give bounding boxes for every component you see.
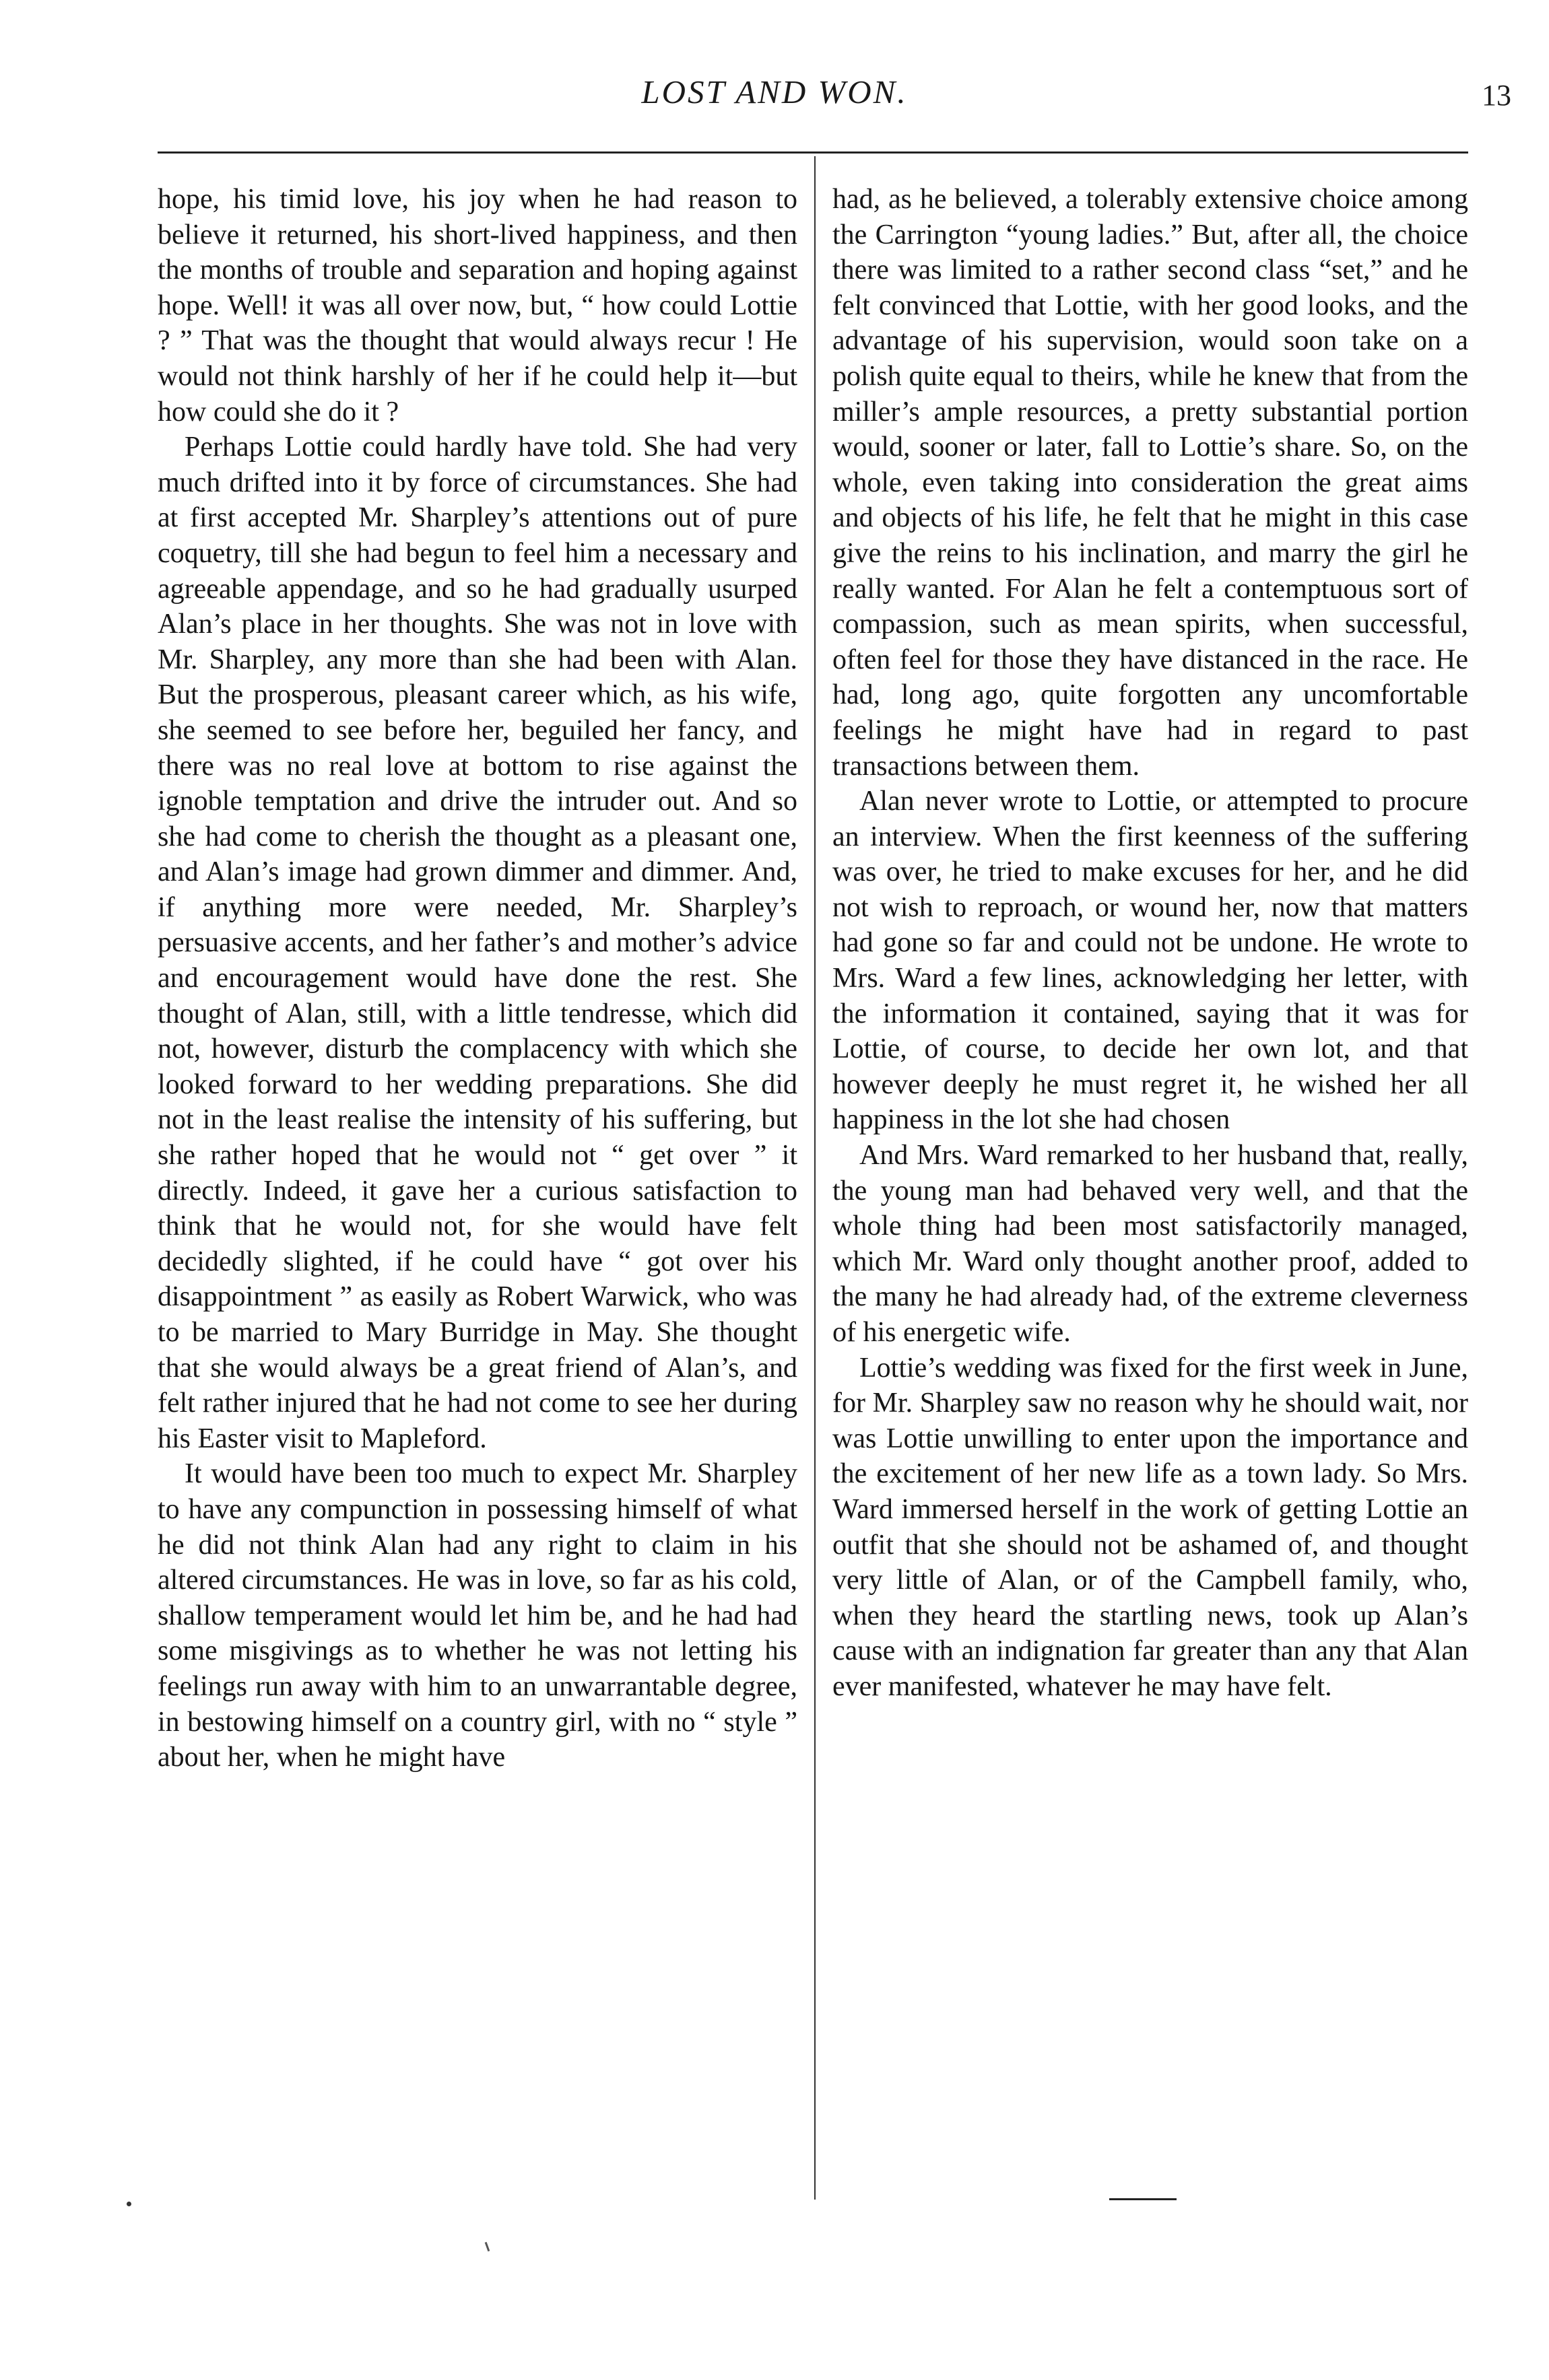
left-column — [158, 182, 797, 1775]
page-number: 13 — [1482, 79, 1511, 112]
paragraph: It would have been too much to expect Mr. Sharpley to have any compunction in possessing himself of what he did not think Alan had any right to claim in his altered circumstances. He was in love, so far as his cold, shallow temperament would let him be, and he had had some misgivings as to whether he was not letting his feelings run away with him to an unwarrantable degree, in bestowing himself on a country girl, with no “ style ” about her, when he might have — [158, 1458, 797, 1773]
right-column — [832, 182, 1468, 1705]
paragraph: hope, his timid love, his joy when he had reason to believe it returned, his short-lived happiness, and then the months of trouble and separation and hoping against hope. Well! it was all over now, but, “ how could Lottie ? ” That was the thought that would always recur ! He would not think harshly of her if he could help it—but how could she do it ? — [158, 184, 797, 428]
paragraph: And Mrs. Ward remarked to her husband that, really, the young man had behaved very well, and that the whole thing had been most satisfactorily managed, which Mr. Ward only thought another proof, added to the many he had already had, of the extreme cleverness of his energetic wife. — [832, 1140, 1468, 1348]
section-end-rule — [1109, 2198, 1177, 2200]
header-rule — [158, 151, 1468, 154]
paragraph: Lottie’s wedding was fixed for the first week in June, for Mr. Sharpley saw no reason why he should wait, nor was Lottie unwilling to enter upon the importance and the excitement of her new life as a town lady. So Mrs. Ward immersed herself in the work of getting Lottie an outfit that she should not be ashamed of, and thought very little of Alan, or of the Campbell family, who, when they heard the startling news, took up Alan’s cause with an indignation far greater than any that Alan ever manifested, whatever he may have felt. — [832, 1352, 1468, 1702]
running-title: LOST AND WON. — [641, 73, 908, 110]
paragraph: Perhaps Lottie could hardly have told. She had very much drifted into it by force of circumstances. She had at first accepted Mr. Sharpley’s attentions out of pure coquetry, till she had begun to feel him a necessary and agreeable appendage, and so he had gradually usurped Alan’s place in her thoughts. She was not in love with Mr. Sharpley, any more than she had been with Alan. But the prosperous, pleasant career which, as his wife, she seemed to see before her, beguiled her fancy, and there was no real love at bottom to rise against the ignoble temptation and drive the intruder out. And so she had come to cherish the thought as a pleasant one, and Alan’s image had grown dimmer and dimmer. And, if anything more were needed, Mr. Sharpley’s persuasive accents, and her father’s and mother’s advice and encouragement would have done the rest. She thought of Alan, still, with a little tendresse, which did not, however, disturb the complacency with which she looked forward to her wedding preparations. She did not in the least realise the intensity of his suffering, but she rather hoped that he would not “ get over ” it directly. Indeed, it gave her a curious satisfaction to think that he would not, for she would have felt decidedly slighted, if he could have “ got over his disappointment ” as easily as Robert Warwick, who was to be married to Mary Burridge in May. She thought that she would always be a great friend of Alan’s, and felt rather injured that he had not come to see her during his Easter visit to Mapleford. — [158, 432, 797, 1454]
print-speck — [485, 2242, 490, 2251]
column-divider — [814, 156, 816, 2200]
print-speck — [127, 2202, 131, 2206]
paragraph: had, as he believed, a tolerably extensive choice among the Carrington “young ladies.” But, after all, the choice there was limited to a rather second class “set,” and he felt convinced that Lottie, with her good looks, and the advantage of his supervision, would soon take on a polish quite equal to theirs, while he knew that from the miller’s ample resources, a pretty substantial portion would, sooner or later, fall to Lottie’s share. So, on the whole, even taking into consideration the great aims and objects of his life, he felt that he might in this case give the reins to his inclination, and marry the girl he really wanted. For Alan he felt a contemptuous sort of compassion, such as mean spirits, when successful, often feel for those they have distanced in the race. He had, long ago, quite forgotten any uncomfortable feelings he might have had in regard to past transactions between them. — [832, 184, 1468, 782]
paragraph: Alan never wrote to Lottie, or attempted to procure an interview. When the first keenness of the suffering was over, he tried to make excuses for her, and he did not wish to reproach, or wound her, now that matters had gone so far and could not be undone. He wrote to Mrs. Ward a few lines, acknowledging her letter, with the information it contained, saying that it was for Lottie, of course, to decide her own lot, and that however deeply he must regret it, he wished her all happiness in the lot she had chosen — [832, 786, 1468, 1136]
